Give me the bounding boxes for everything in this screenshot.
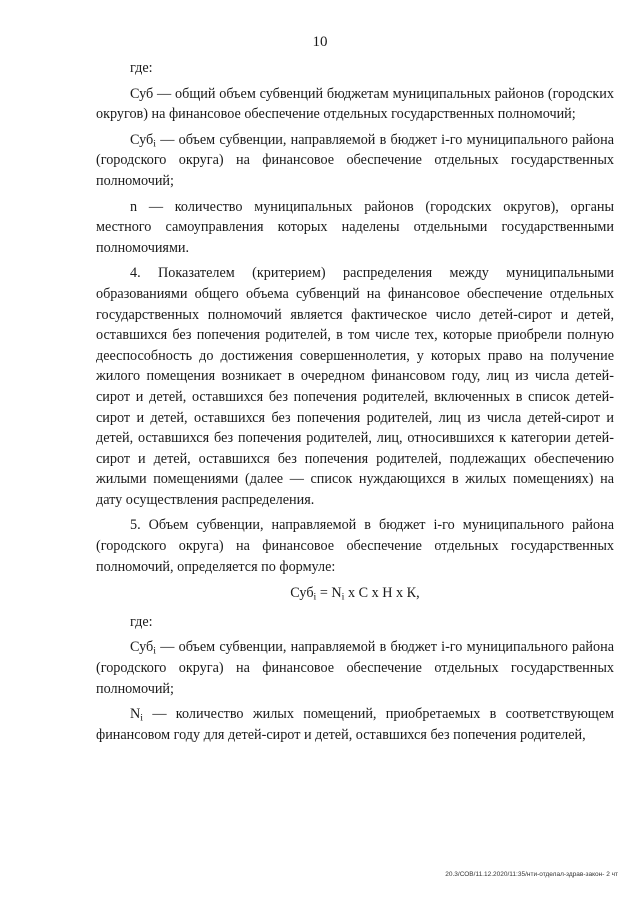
term-subi-index: i — [153, 138, 156, 150]
paragraph-5: 5. Объем субвенции, направляемой в бюджет i-го муниципального района (городского округа) на финансовое обеспечение отдельных государственных полномочий, определяется по формуле: — [96, 517, 614, 575]
definition-sub: Суб — общий объем субвенций бюджетам муниципальных районов (городских округов) на финансовое обеспечение отдельных государственных полномочий; — [96, 85, 614, 123]
formula-n-index: i — [341, 591, 345, 603]
term-subi-2: Суб — [130, 639, 154, 656]
where-label-2: где: — [130, 613, 153, 630]
footer-file-stamp: 20.3/СОВ/11.12.2020/11:35/нти-отделал-здрав-закон- 2 чт — [445, 871, 618, 878]
term-ni: N — [130, 706, 141, 723]
definition-subi — [96, 130, 614, 192]
definition-ni-text: — количество жилых помещений, приобретаемых в соответствующем финансовом году для детей-сирот и детей, оставшихся без попечения родителей, — [96, 706, 614, 743]
formula — [96, 583, 614, 604]
paragraph-4: 4. Показателем (критерием) распределения между муниципальными образованиями общего объема субвенций на финансовое обеспечение отдельных государственных полномочий является фактическое число детей-сирот и детей, оставшихся без попечения родителей, в том числе тех, которые приобрели полную дееспособность до достижения совершеннолетия, у которых право на получение жилого помещения возникает в очередном финансовом году, лиц из числа детей-сирот и детей, оставшихся без попечения родителей, включенных в список детей-сирот и детей, оставшихся без попечения родителей, лиц из числа детей-сирот и детей, оставшихся без попечения родителей, лиц, относившихся к категории детей-сирот и детей, оставшихся без попечения родителей, подлежащих обеспечению жилыми помещениями (далее — список нуждающихся в жилых помещениях) на дату осуществления распределения. — [96, 265, 614, 508]
formula-mid: = N — [316, 585, 342, 602]
definition-ni — [96, 704, 614, 745]
term-subi: Суб — [130, 131, 154, 148]
formula-lhs: Суб — [290, 585, 314, 602]
formula-rhs: x С x Н x К, — [344, 585, 420, 602]
where-label-1: где: — [130, 60, 153, 76]
term-subi-2-index: i — [153, 645, 156, 657]
page-number: 10 — [312, 34, 328, 50]
definition-subi-2-text: — объем субвенции, направляемой в бюджет i-го муниципального района (городского округа) на финансовое обеспечение отдельных государственных полномочий; — [96, 639, 614, 697]
definition-subi-2 — [96, 637, 614, 699]
term-ni-index: i — [140, 712, 144, 724]
definition-n: n — количество муниципальных районов (городских округов), органы местного самоуправления которых наделены отдельными государственными полномочиями. — [96, 198, 614, 256]
formula-lhs-index: i — [313, 591, 317, 603]
document-body — [96, 58, 614, 745]
definition-subi-text: — объем субвенции, направляемой в бюджет i-го муниципального района (городского округа) на финансовое обеспечение отдельных государственных полномочий; — [96, 131, 614, 189]
